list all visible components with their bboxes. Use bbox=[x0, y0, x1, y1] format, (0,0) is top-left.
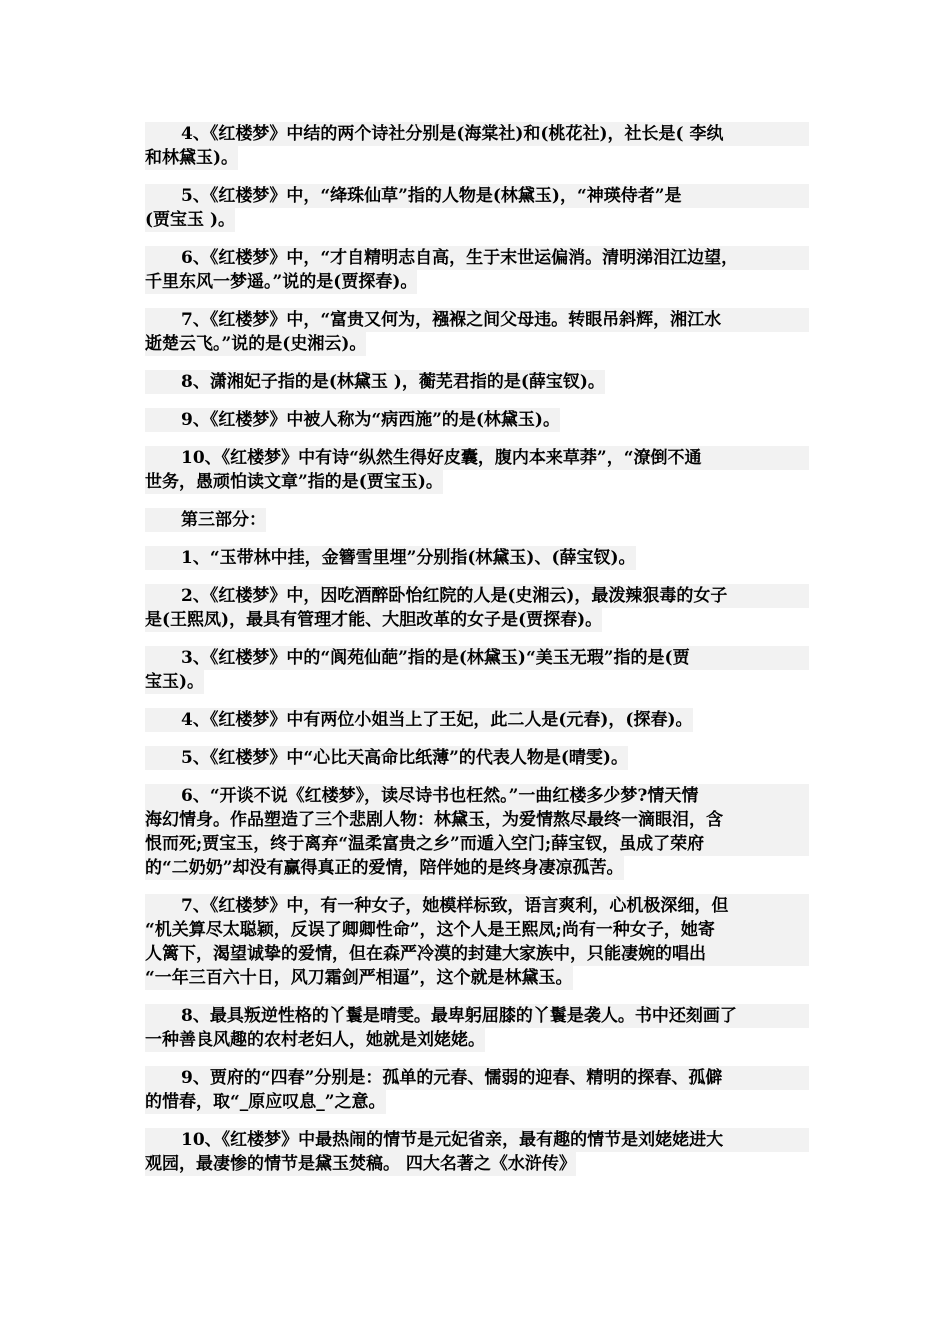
text-line: 逝楚云飞。”说的是(史湘云)。 bbox=[145, 334, 367, 354]
paragraph bbox=[145, 370, 809, 394]
text-line: 1、“玉带林中挂，金簪雪里埋”分别指(林黛玉)、(薛宝钗)。 bbox=[145, 546, 636, 570]
paragraph bbox=[145, 646, 809, 694]
text-line: 和林黛玉)。 bbox=[145, 148, 239, 168]
text-line: 3、《红楼梦》中的“阆苑仙葩”指的是(林黛玉)“美玉无瑕”指的是(贾 bbox=[145, 646, 809, 670]
text-line: 7、《红楼梦》中，有一种女子，她模样标致，语言爽利，心机极深细，但 bbox=[145, 894, 809, 918]
text-line: “机关算尽太聪颖，反误了卿卿性命”，这个人是王熙凤;尚有一种女子，她寄 bbox=[145, 918, 809, 942]
text-line: 10、《红楼梦》中有诗“纵然生得好皮囊，腹内本来草莽”，“潦倒不通 bbox=[145, 446, 809, 470]
paragraph bbox=[145, 408, 809, 432]
text-line: 第三部分： bbox=[145, 508, 266, 532]
text-line: 7、《红楼梦》中，“富贵又何为，襁褓之间父母违。转眼吊斜辉，湘江水 bbox=[145, 308, 809, 332]
paragraph bbox=[145, 708, 809, 732]
text-line: 一种善良风趣的农村老妇人，她就是刘姥姥。 bbox=[145, 1030, 485, 1050]
text-line: 6、“开谈不说《红楼梦》，读尽诗书也枉然。”一曲红楼多少梦?情天情 bbox=[145, 784, 809, 808]
text-line: 8、最具叛逆性格的丫鬟是晴雯。最卑躬屈膝的丫鬟是袭人。书中还刻画了 bbox=[145, 1004, 809, 1028]
paragraph bbox=[145, 894, 809, 990]
text-line: 世务，愚顽怕读文章”指的是(贾宝玉)。 bbox=[145, 472, 443, 492]
paragraph bbox=[145, 446, 809, 494]
text-line: “一年三百六十日，风刀霜剑严相逼”，这个就是林黛玉。 bbox=[145, 968, 573, 988]
text-line: 5、《红楼梦》中，“绛珠仙草”指的人物是(林黛玉)，“神瑛侍者”是 bbox=[145, 184, 809, 208]
text-line: 2、《红楼梦》中，因吃酒醉卧怡红院的人是(史湘云)，最泼辣狠毒的女子 bbox=[145, 584, 809, 608]
paragraph bbox=[145, 1066, 809, 1114]
document-body bbox=[145, 122, 809, 1190]
paragraph bbox=[145, 508, 809, 532]
text-line: 观园，最凄惨的情节是黛玉焚稿。 四大名著之《水浒传》 bbox=[145, 1154, 576, 1174]
text-line: (贾宝玉 )。 bbox=[145, 210, 236, 230]
text-line: 9、贾府的“四春”分别是：孤单的元春、懦弱的迎春、精明的探春、孤僻 bbox=[145, 1066, 809, 1090]
paragraph bbox=[145, 308, 809, 356]
text-line: 6、《红楼梦》中，“才自精明志自高，生于末世运偏消。清明涕泪江边望， bbox=[145, 246, 809, 270]
paragraph bbox=[145, 546, 809, 570]
paragraph bbox=[145, 746, 809, 770]
paragraph bbox=[145, 122, 809, 170]
text-line: 的惜春，取“_原应叹息_”之意。 bbox=[145, 1092, 386, 1112]
paragraph bbox=[145, 184, 809, 232]
text-line: 8、潇湘妃子指的是(林黛玉 )，蘅芜君指的是(薛宝钗)。 bbox=[145, 370, 605, 394]
paragraph bbox=[145, 246, 809, 294]
text-line: 千里东风一梦遥。”说的是(贾探春)。 bbox=[145, 272, 418, 292]
paragraph bbox=[145, 784, 809, 880]
paragraph bbox=[145, 1004, 809, 1052]
text-line: 的“二奶奶”却没有赢得真正的爱情，陪伴她的是终身凄凉孤苦。 bbox=[145, 858, 624, 878]
text-line: 5、《红楼梦》中“心比天高命比纸薄”的代表人物是(晴雯)。 bbox=[145, 746, 628, 770]
text-line: 4、《红楼梦》中结的两个诗社分别是(海棠社)和(桃花社)，社长是( 李纨 bbox=[145, 122, 809, 146]
text-line: 是(王熙凤)，最具有管理才能、大胆改革的女子是(贾探春)。 bbox=[145, 610, 603, 630]
paragraph bbox=[145, 1128, 809, 1176]
text-line: 9、《红楼梦》中被人称为“病西施”的是(林黛玉)。 bbox=[145, 408, 560, 432]
paragraph bbox=[145, 584, 809, 632]
text-line: 恨而死;贾宝玉，终于离弃“温柔富贵之乡”而遁入空门;薛宝钗，虽成了荣府 bbox=[145, 832, 809, 856]
text-line: 人篱下，渴望诚挚的爱情，但在森严冷漠的封建大家族中，只能凄婉的唱出 bbox=[145, 942, 809, 966]
text-line: 海幻情身。作品塑造了三个悲剧人物：林黛玉，为爱情熬尽最终一滴眼泪，含 bbox=[145, 808, 809, 832]
text-line: 10、《红楼梦》中最热闹的情节是元妃省亲，最有趣的情节是刘姥姥进大 bbox=[145, 1128, 809, 1152]
text-line: 4、《红楼梦》中有两位小姐当上了王妃，此二人是(元春)，(探春)。 bbox=[145, 708, 693, 732]
text-line: 宝玉)。 bbox=[145, 672, 205, 692]
